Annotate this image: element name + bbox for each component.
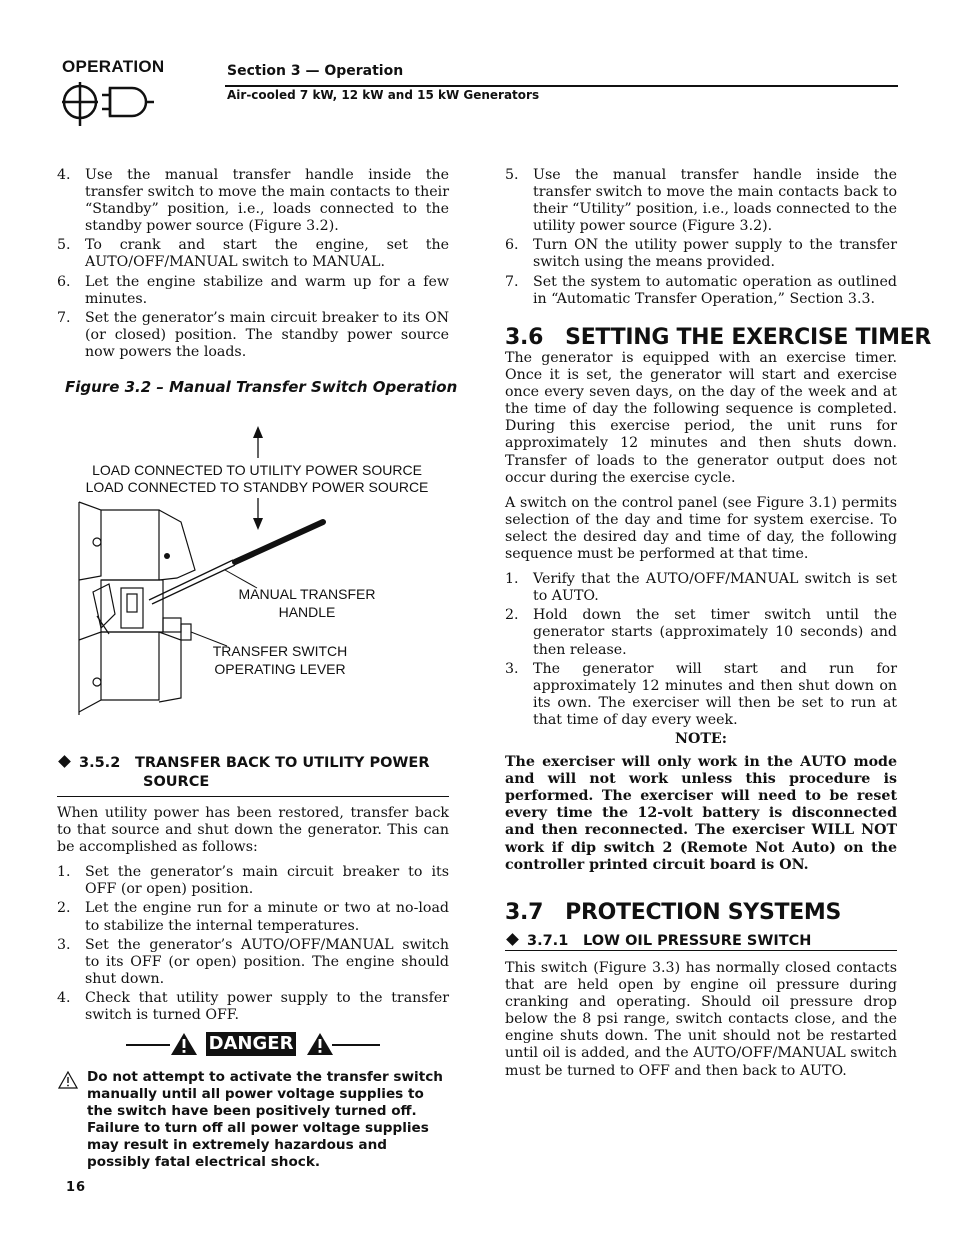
- left-intro-and-steps: [57, 805, 449, 1026]
- exercise-timer-body: [505, 350, 897, 874]
- note-text: The exerciser will only work in the AUTO mode and will not work unless this procedure is performed. The exerciser will need to be reset every time the 12-volt battery is disconnected and then reconnected. The exerciser WILL NOT work if dip switch 2 (Remote Not Auto) on the controller printed circuit board is ON.: [505, 754, 897, 873]
- warning-triangle-icon: [170, 1032, 198, 1056]
- section-title: Section 3 — Operation: [227, 63, 404, 79]
- list-item: 2. Hold down the set timer switch until the generator starts (approximately 10 seconds) and then release.: [505, 607, 897, 658]
- left-steps-continued: [57, 167, 449, 363]
- handle-label-line1: MANUAL TRANSFER: [238, 586, 376, 602]
- warning-outline-icon: [58, 1071, 78, 1089]
- section-heading-3-6: 3.6 SETTING THE EXERCISE TIMER: [505, 325, 932, 350]
- list-item: 7. Set the system to automatic operation as outlined in “Automatic Transfer Operation,” Section 3.3.: [505, 273, 897, 307]
- page-number: 16: [66, 1180, 87, 1195]
- list-item: 5. Use the manual transfer handle inside the transfer switch to move the main contacts back to their “Utility” position, i.e., loads connected to the utility power source (Figure 3.2).: [505, 167, 897, 235]
- exercise-paragraph-1: The generator is equipped with an exercise timer. Once it is set, the generator will start and exercise once every seven days, on the day of the week and at the time of day the following sequence is completed. During this exercise period, the unit runs for approximately 12 minutes and then shuts down. Transfer of loads to the generator output does not occur during the exercise cycle.: [505, 350, 897, 486]
- list-item: 4. Check that utility power supply to the transfer switch is turned OFF.: [57, 989, 449, 1024]
- diamond-bullet-icon: [58, 755, 71, 768]
- lever-label-line2: OPERATING LEVER: [214, 661, 346, 677]
- list-item: 7. Set the generator’s main circuit breaker to its ON (or closed) position. The standby power source now powers the loads.: [57, 309, 449, 360]
- list-item: 6. Turn ON the utility power supply to the transfer switch using the means provided.: [505, 237, 897, 271]
- figure-caption: Figure 3.2 – Manual Transfer Switch Operation: [65, 378, 458, 396]
- danger-label: DANGER: [206, 1032, 296, 1056]
- section-heading-3-7: 3.7 PROTECTION SYSTEMS: [505, 900, 842, 925]
- subsection-heading-3-5-2: 3.5.2 TRANSFER BACK TO UTILITY POWER SOURCE: [60, 755, 450, 790]
- section-subtitle: Air-cooled 7 kW, 12 kW and 15 kW Generators: [227, 88, 540, 102]
- list-item: 5. To crank and start the engine, set the AUTO/OFF/MANUAL switch to MANUAL.: [57, 237, 449, 271]
- handle-label-line2: HANDLE: [278, 604, 336, 620]
- warning-triangle-icon: [306, 1032, 334, 1056]
- note-title: NOTE:: [675, 730, 727, 747]
- diamond-bullet-icon: [506, 933, 519, 946]
- list-item: 1. Verify that the AUTO/OFF/MANUAL switch is set to AUTO.: [505, 571, 897, 605]
- danger-banner: [126, 1030, 380, 1058]
- operation-logo-label: OPERATION: [62, 57, 165, 76]
- header-rule: [225, 85, 898, 87]
- right-steps-continued: [505, 167, 897, 310]
- heading-rule: [505, 950, 897, 951]
- plug-socket-icon: [58, 78, 158, 130]
- list-item: 1. Set the generator’s main circuit breaker to its OFF (or open) position.: [57, 864, 449, 898]
- lever-label-line1: TRANSFER SWITCH: [212, 643, 348, 659]
- subsection-heading-3-7-1: 3.7.1 LOW OIL PRESSURE SWITCH: [508, 933, 811, 949]
- list-item: 2. Let the engine run for a minute or two at no-load to stabilize the internal temperatures.: [57, 900, 449, 934]
- utility-label: LOAD CONNECTED TO UTILITY POWER SOURCE: [92, 462, 422, 478]
- exercise-paragraph-2: A switch on the control panel (see Figure 3.1) permits selection of the day and time for system exercise. To select the desired day and time of day, the following sequence must be performed at that time.: [505, 494, 897, 563]
- transfer-switch-diagram: [57, 420, 457, 720]
- danger-message: Do not attempt to activate the transfer switch manually until all power voltage supplies to the switch have been positively turned off. Failure to turn off all power voltage supplies may result in extremely hazardous and possibly fatal electrical shock.: [87, 1069, 443, 1171]
- low-oil-paragraph: This switch (Figure 3.3) has normally closed contacts that are held open by engine oil pressure during cranking and operating. Should oil pressure drop below the 8 psi range, switch contacts close, and the engine shuts down. The unit should not be restarted until oil is added, and the AUTO/OFF/MANUAL switch must be turned to OFF and then back to AUTO.: [505, 960, 897, 1079]
- list-item: 3. The generator will start and run for approximately 12 minutes and then shut down on its own. The exerciser will then be set to run at that time of day every week.: [505, 660, 897, 728]
- heading-rule: [57, 796, 449, 797]
- list-item: 4. Use the manual transfer handle inside the transfer switch to move the main contacts to their “Standby” position, i.e., loads connected to the standby power source (Figure 3.2).: [57, 167, 449, 235]
- intro-paragraph: When utility power has been restored, transfer back to that source and shut down the generator. This can be accomplished as follows:: [57, 805, 449, 856]
- list-item: 6. Let the engine stabilize and warm up for a few minutes.: [57, 273, 449, 307]
- list-item: 3. Set the generator’s AUTO/OFF/MANUAL switch to its OFF (or open) position. The engine should shut down.: [57, 936, 449, 987]
- standby-label: LOAD CONNECTED TO STANDBY POWER SOURCE: [85, 479, 429, 495]
